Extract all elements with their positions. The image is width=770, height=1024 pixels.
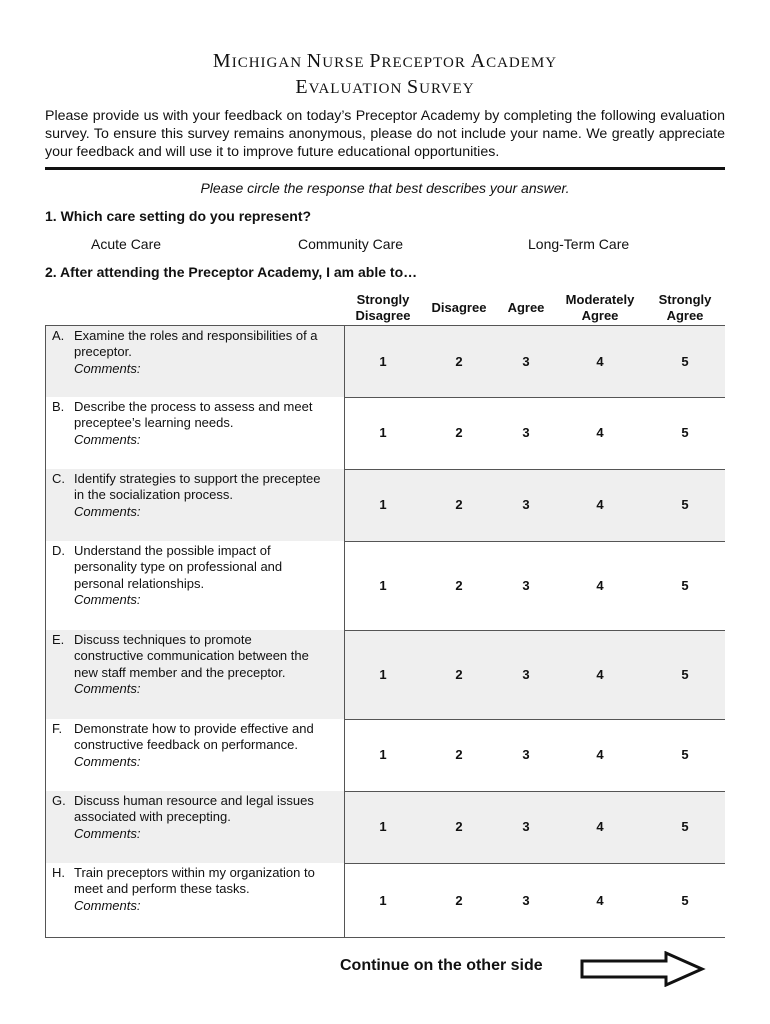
rating-4[interactable]: 4 [596, 497, 604, 512]
header-line: Strongly [356, 292, 410, 307]
question-2-label: 2. After attending the Preceptor Academy, I am able to… [45, 264, 418, 280]
item-text-line: Examine the roles and responsibilities of a [74, 328, 318, 343]
item-letter: E. [52, 632, 65, 647]
comments-label: Comments: [74, 897, 141, 913]
item-text-line: personal relationships. [74, 575, 205, 591]
row-divider [345, 397, 725, 398]
item-text-line: Identify strategies to support the preceptee [74, 471, 321, 486]
rating-options [345, 397, 725, 469]
rating-table [45, 325, 725, 938]
rating-options [345, 791, 725, 863]
header-line: Moderately [565, 292, 635, 307]
item-letter: D. [52, 543, 65, 558]
item-text-line: preceptee’s learning needs. [74, 415, 234, 431]
survey-title-line2 [0, 76, 770, 99]
rating-options [345, 541, 725, 630]
comments-label: Comments: [74, 360, 141, 376]
rating-3[interactable]: 3 [522, 667, 530, 682]
item-text-line: Understand the possible impact of [74, 543, 271, 558]
rating-1[interactable]: 1 [379, 893, 387, 908]
header-line: Disagree [355, 308, 411, 323]
question-1-label: 1. Which care setting do you represent? [45, 208, 312, 224]
instruction-text: Please circle the response that best describes your answer. [200, 180, 570, 196]
table-row [45, 326, 725, 397]
rating-options [345, 719, 725, 791]
rating-3[interactable]: 3 [522, 354, 530, 369]
continue-text: Continue on the other side [340, 957, 543, 974]
rating-3[interactable]: 3 [522, 747, 530, 762]
survey-title-line1 [0, 50, 770, 73]
rating-2[interactable]: 2 [455, 354, 463, 369]
title-rest: VALUATION [308, 81, 408, 97]
rating-4[interactable]: 4 [596, 354, 604, 369]
rating-4[interactable]: 4 [596, 425, 604, 440]
rating-3[interactable]: 3 [522, 497, 530, 512]
rating-3[interactable]: 3 [522, 819, 530, 834]
rating-2[interactable]: 2 [455, 497, 463, 512]
rating-2[interactable]: 2 [455, 893, 463, 908]
rating-4[interactable]: 4 [596, 819, 604, 834]
comments-label: Comments: [74, 825, 141, 841]
item-text-line: Describe the process to assess and meet [74, 399, 313, 414]
item-text-line: personality type on professional and [74, 559, 283, 575]
item-description [45, 541, 345, 630]
rating-3[interactable]: 3 [522, 425, 530, 440]
comments-label: Comments: [74, 503, 141, 519]
rating-options [345, 863, 725, 938]
title-initial: S [407, 76, 420, 98]
title-rest: CADEMY [486, 55, 558, 71]
item-description [45, 630, 345, 719]
item-letter: B. [52, 399, 65, 414]
rating-2[interactable]: 2 [455, 578, 463, 593]
item-text-line: new staff member and the preceptor. [74, 664, 286, 680]
item-text-line: Discuss human resource and legal issues [74, 793, 314, 808]
table-row [45, 397, 725, 469]
rating-1[interactable]: 1 [379, 747, 387, 762]
title-rest: ICHIGAN [231, 55, 307, 71]
rating-3[interactable]: 3 [522, 578, 530, 593]
comments-label: Comments: [74, 431, 141, 447]
table-row [45, 863, 725, 938]
rating-1[interactable]: 1 [379, 819, 387, 834]
header-strongly-disagree [345, 292, 421, 324]
table-row [45, 541, 725, 630]
rating-4[interactable]: 4 [596, 747, 604, 762]
rating-5[interactable]: 5 [681, 578, 689, 593]
row-divider [345, 630, 725, 631]
header-line: Strongly [658, 292, 712, 307]
intro-paragraph: Please provide us with your feedback on today’s Preceptor Academy by completing the following evaluation survey. To ensure this survey remains anonymous, please do not include your name. We greatly appreciate your feedback and will use it to improve future educational opportunities. [45, 108, 725, 160]
header-disagree [421, 300, 497, 316]
rating-2[interactable]: 2 [455, 819, 463, 834]
item-text-line: constructive feedback on performance. [74, 737, 299, 753]
row-divider [345, 863, 725, 864]
rating-options [345, 469, 725, 541]
title-initial: M [212, 50, 232, 72]
header-line: Agree [666, 308, 704, 323]
rating-options [345, 630, 725, 719]
rating-5[interactable]: 5 [681, 747, 689, 762]
option-acute-care[interactable]: Acute Care [91, 236, 162, 252]
divider [45, 167, 725, 170]
comments-label: Comments: [74, 591, 141, 607]
table-row [45, 630, 725, 719]
rating-1[interactable]: 1 [379, 667, 387, 682]
item-letter: G. [52, 793, 66, 808]
rating-5[interactable]: 5 [681, 425, 689, 440]
header-agree [497, 300, 555, 316]
rating-2[interactable]: 2 [455, 747, 463, 762]
item-text-line: meet and perform these tasks. [74, 881, 250, 897]
header-line: Agree [507, 300, 545, 315]
item-letter: A. [52, 328, 65, 343]
rating-5[interactable]: 5 [681, 893, 689, 908]
header-line: Disagree [431, 300, 487, 315]
item-letter: F. [52, 721, 63, 736]
table-row [45, 791, 725, 863]
title-rest: URVEY [419, 81, 475, 97]
item-text-line: preceptor. [74, 344, 132, 360]
row-divider [345, 541, 725, 542]
item-letter: C. [52, 471, 65, 486]
rating-5[interactable]: 5 [681, 354, 689, 369]
header-line: Agree [581, 308, 619, 323]
option-long-term-care[interactable]: Long-Term Care [528, 236, 630, 252]
title-rest: RECEPTOR [381, 55, 471, 71]
row-divider [345, 791, 725, 792]
item-description [45, 791, 345, 863]
comments-label: Comments: [74, 753, 141, 769]
rating-5[interactable]: 5 [681, 819, 689, 834]
rating-4[interactable]: 4 [596, 667, 604, 682]
item-text-line: Train preceptors within my organization to [74, 865, 315, 880]
header-moderately-agree [555, 292, 645, 324]
rating-4[interactable]: 4 [596, 578, 604, 593]
table-row [45, 469, 725, 541]
right-arrow-icon [580, 951, 706, 987]
item-description [45, 326, 345, 397]
rating-2[interactable]: 2 [455, 425, 463, 440]
item-letter: H. [52, 865, 65, 880]
rating-1[interactable]: 1 [379, 425, 387, 440]
rating-options [345, 326, 725, 397]
item-description [45, 719, 345, 791]
row-divider [345, 469, 725, 470]
item-text-line: constructive communication between the [74, 648, 309, 664]
title-initial: A [470, 50, 487, 72]
item-text-line: in the socialization process. [74, 487, 233, 503]
rating-1[interactable]: 1 [379, 497, 387, 512]
item-text-line: associated with precepting. [74, 809, 231, 825]
title-rest: URSE [322, 55, 370, 71]
header-strongly-agree [645, 292, 725, 324]
table-row [45, 719, 725, 791]
rating-1[interactable]: 1 [379, 578, 387, 593]
item-description [45, 469, 345, 541]
title-initial: E [295, 76, 309, 98]
option-community-care[interactable]: Community Care [298, 236, 404, 252]
item-description [45, 397, 345, 469]
item-text-line: Discuss techniques to promote [74, 632, 252, 647]
rating-3[interactable]: 3 [522, 893, 530, 908]
rating-5[interactable]: 5 [681, 497, 689, 512]
comments-label: Comments: [74, 680, 141, 696]
rating-4[interactable]: 4 [596, 893, 604, 908]
rating-5[interactable]: 5 [681, 667, 689, 682]
title-initial: P [369, 50, 382, 72]
rating-1[interactable]: 1 [379, 354, 387, 369]
rating-2[interactable]: 2 [455, 667, 463, 682]
item-text-line: Demonstrate how to provide effective and [74, 721, 314, 736]
row-divider [345, 719, 725, 720]
title-initial: N [306, 50, 323, 72]
item-description [45, 863, 345, 938]
